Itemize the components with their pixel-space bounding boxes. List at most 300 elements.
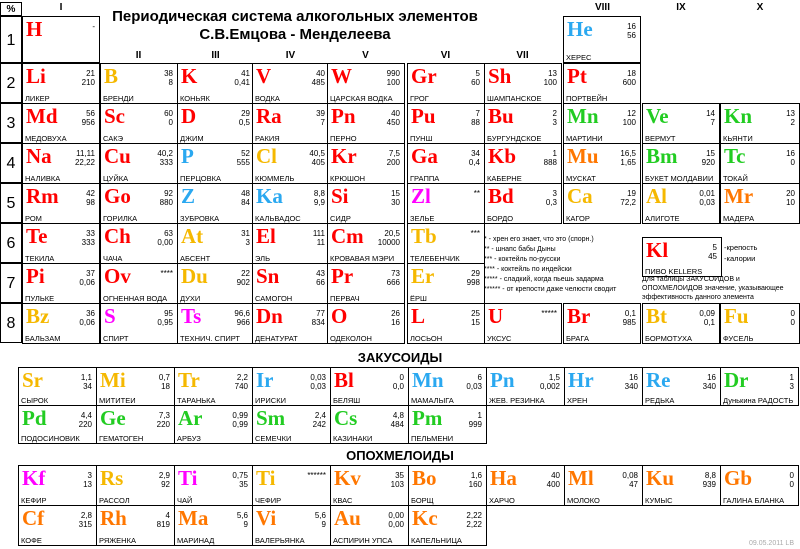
element-pt	[563, 63, 641, 104]
element-name: КЬЯНТИ	[723, 134, 753, 143]
element-value-2: 340	[624, 382, 638, 391]
element-name: КАГОР	[566, 214, 590, 223]
element-name: ПУЛЬКЕ	[25, 294, 55, 303]
element-value-2: 0,99	[232, 420, 248, 429]
element-value-2: 72,2	[620, 198, 636, 207]
title-line-2: С.В.Емцова - Менделеева	[199, 26, 391, 43]
element-value-1: 77	[316, 309, 325, 318]
element-value-1: 2,4	[314, 411, 326, 420]
element-value-1: 2,22	[466, 511, 482, 520]
element-symbol: Al	[646, 184, 667, 208]
element-o	[327, 303, 405, 344]
zakusoid-hr	[564, 367, 643, 406]
element-value-1: 41	[241, 69, 250, 78]
element-value-2: 15	[471, 318, 480, 327]
element-symbol: Kb	[488, 144, 517, 168]
element-value-2: 0,03	[466, 382, 482, 391]
element-value-1: ****	[160, 269, 173, 278]
element-name: КЮММЕЛЬ	[255, 174, 295, 183]
group-label-v: V	[362, 50, 369, 61]
element-value-1: 22	[241, 269, 250, 278]
element-symbol: Er	[411, 264, 435, 288]
element-symbol: Ts	[181, 304, 202, 328]
element-value-2: 555	[236, 158, 250, 167]
group-label-iii: III	[211, 50, 220, 61]
opohmeloid-au	[330, 505, 409, 546]
element-symbol: Ov	[104, 264, 131, 288]
element-value-2: 0,00	[388, 520, 404, 529]
period-label-8: 8	[0, 303, 22, 343]
element-name: ЧЕФИР	[255, 496, 282, 505]
element-name: ПИВО KELLERS	[645, 267, 703, 276]
element-rm	[22, 183, 100, 224]
kl-label-calories: -калории	[724, 254, 756, 263]
period-label-7: 7	[0, 263, 22, 303]
element-value-1: 4,8	[392, 411, 404, 420]
element-value-1: 3	[552, 189, 557, 198]
opohmeloid-ti	[252, 465, 331, 506]
element-value-1: 60	[164, 109, 173, 118]
element-symbol: H	[26, 17, 43, 41]
element-name: РОМ	[25, 214, 42, 223]
element-value-2: 888	[543, 158, 557, 167]
element-value-2: 13	[83, 480, 92, 489]
element-value-2: 999	[468, 420, 482, 429]
element-te	[22, 223, 100, 264]
element-name: МАМАЛЫГА	[411, 396, 454, 405]
element-symbol: Ca	[567, 184, 593, 208]
element-symbol: Tb	[411, 224, 437, 248]
element-name: ТЕЛЕБЕНЧИК	[410, 254, 460, 263]
element-si	[327, 183, 405, 224]
element-value-2: 45	[708, 252, 717, 261]
element-name: ХАРЧО	[489, 496, 515, 505]
element-z	[177, 183, 255, 224]
element-symbol: Mi	[100, 368, 126, 392]
footer-date: 09.05.2011 LB	[748, 540, 794, 547]
element-cl	[252, 143, 330, 184]
element-na	[22, 143, 100, 184]
element-symbol: Hr	[568, 368, 594, 392]
element-er	[407, 263, 485, 304]
element-name: МЕДОВУХА	[25, 134, 67, 143]
element-name: ПЕРНО	[330, 134, 357, 143]
element-name: БЕЛЯШ	[333, 396, 361, 405]
element-value-2: 200	[386, 158, 400, 167]
zakusoidy-title: ЗАКУСОИДЫ	[357, 350, 443, 365]
zakusoid-sr	[18, 367, 97, 406]
element-value-2: 0	[790, 318, 795, 327]
element-value-2: 220	[156, 420, 170, 429]
element-ka	[252, 183, 330, 224]
element-name: РЕДЬКА	[645, 396, 675, 405]
zakusoid-mi	[96, 367, 175, 406]
element-symbol: Gb	[724, 466, 753, 490]
element-symbol: Gr	[411, 64, 437, 88]
element-value-2: 485	[311, 78, 325, 87]
element-value-1: 56	[86, 109, 95, 118]
element-value-2: 2	[790, 118, 795, 127]
element-value-1: ***	[470, 229, 480, 238]
element-symbol: Go	[104, 184, 131, 208]
element-name: ГЕМАТОГЕН	[99, 434, 144, 443]
element-ca	[563, 183, 641, 224]
element-li	[22, 63, 100, 104]
element-value-1: 2,2	[236, 373, 248, 382]
element-value-1: 5	[475, 69, 480, 78]
element-value-1: 16,5	[620, 149, 636, 158]
element-b	[100, 63, 178, 104]
element-symbol: Ar	[178, 406, 203, 430]
element-tc	[720, 143, 800, 184]
element-value-1: 2,8	[80, 511, 92, 520]
element-value-1: 20	[786, 189, 795, 198]
element-bm	[642, 143, 720, 184]
element-value-2: 0,5	[238, 118, 250, 127]
element-symbol: El	[256, 224, 276, 248]
element-symbol: Pm	[412, 406, 443, 430]
element-value-2: 400	[546, 480, 560, 489]
element-value-1: 40,5	[309, 149, 325, 158]
period-label-2: 2	[0, 63, 22, 103]
element-value-2: 0,0	[392, 382, 404, 391]
element-value-1: 0	[789, 471, 794, 480]
element-value-1: 40,2	[157, 149, 173, 158]
element-name: ДУХИ	[180, 294, 201, 303]
element-symbol: Ti	[178, 466, 198, 490]
element-value-1: 40	[391, 109, 400, 118]
opohmeloid-kf	[18, 465, 97, 506]
element-symbol: Ve	[646, 104, 669, 128]
element-value-2: 7	[710, 118, 715, 127]
element-dn	[252, 303, 330, 344]
element-symbol: Bd	[488, 184, 514, 208]
element-value-1: 1	[552, 149, 557, 158]
element-symbol: Sm	[256, 406, 286, 430]
opohmeloidy-title: ОПОХМЕЛОИДЫ	[346, 448, 454, 463]
element-name: БРАГА	[566, 334, 589, 343]
element-bz	[22, 303, 100, 344]
element-name: КАПЕЛЬНИЦА	[411, 536, 462, 545]
element-value-1: 63	[164, 229, 173, 238]
element-symbol: Pr	[331, 264, 354, 288]
element-value-1: 20,5	[384, 229, 400, 238]
group-label-viii: VIII	[594, 2, 610, 13]
element-name: УКСУС	[487, 334, 512, 343]
element-value-2: 10000	[377, 238, 400, 247]
element-symbol: Dn	[256, 304, 283, 328]
group-label-ix: IX	[676, 2, 686, 13]
element-symbol: Ku	[646, 466, 675, 490]
element-value-2: 9	[321, 520, 326, 529]
element-symbol: Sn	[256, 264, 280, 288]
element-value-2: 333	[81, 238, 95, 247]
element-kr	[327, 143, 405, 184]
element-symbol: Bl	[334, 368, 354, 392]
element-br	[563, 303, 641, 344]
opohmeloid-cf	[18, 505, 97, 546]
element-name: ЗУБРОВКА	[180, 214, 220, 223]
element-name: ГОРИЛКА	[103, 214, 138, 223]
element-value-2: 2,22	[466, 520, 482, 529]
element-cu	[100, 143, 178, 184]
element-name: ГАЛИНА БЛАНКА	[723, 496, 785, 505]
element-kn	[720, 103, 800, 144]
element-value-2: 985	[622, 318, 636, 327]
element-symbol: Bo	[412, 466, 437, 490]
element-mn	[563, 103, 641, 144]
element-value-2: 34	[83, 382, 92, 391]
element-name: ЦУЙКА	[103, 174, 129, 183]
element-name: ТАРАНЬКА	[177, 396, 216, 405]
element-value-1: 5	[712, 243, 717, 252]
element-value-1: 1	[789, 373, 794, 382]
element-ch	[100, 223, 178, 264]
element-value-1: 0,1	[624, 309, 636, 318]
group-label-iv: IV	[285, 50, 296, 61]
element-name: БУКЕТ МОЛДАВИИ	[645, 174, 714, 183]
element-symbol: Fu	[724, 304, 749, 328]
element-ve	[642, 103, 720, 144]
element-symbol: Te	[26, 224, 48, 248]
element-md	[22, 103, 100, 144]
element-symbol: Kf	[22, 466, 46, 490]
element-symbol: B	[104, 64, 119, 88]
element-ov	[100, 263, 178, 304]
element-value-2: 35	[239, 480, 248, 489]
element-value-2: 0,95	[157, 318, 173, 327]
element-value-2: 340	[702, 382, 716, 391]
element-value-1: 14	[706, 109, 715, 118]
element-value-1: 0,01	[699, 189, 715, 198]
element-value-1: 1,6	[470, 471, 482, 480]
opohmeloid-bo	[408, 465, 487, 506]
element-name: ПОРТВЕЙН	[566, 94, 608, 103]
element-name: МУСКАТ	[566, 174, 596, 183]
element-kl	[642, 237, 722, 277]
element-fu	[720, 303, 800, 344]
element-value-2: 484	[390, 420, 404, 429]
element-name: ГРОГ	[410, 94, 429, 103]
element-symbol: Zl	[411, 184, 431, 208]
element-symbol: Ti	[256, 466, 276, 490]
element-zl	[407, 183, 485, 224]
element-value-2: 819	[156, 520, 170, 529]
element-name: КОНЬЯК	[180, 94, 210, 103]
opohmeloid-ti	[174, 465, 253, 506]
element-k	[177, 63, 255, 104]
element-value-2: 880	[159, 198, 173, 207]
element-pn	[327, 103, 405, 144]
element-value-1: 990	[386, 69, 400, 78]
element-name: КАБЕРНЕ	[487, 174, 522, 183]
element-value-1: 1,1	[80, 373, 92, 382]
element-go	[100, 183, 178, 224]
element-value-1: 0,03	[310, 373, 326, 382]
element-value-2: 60	[471, 78, 480, 87]
element-value-2: 98	[86, 198, 95, 207]
element-value-2: 160	[468, 480, 482, 489]
element-value-1: 34	[471, 149, 480, 158]
element-name: БОРМОТУХА	[645, 334, 693, 343]
element-value-2: 88	[471, 118, 480, 127]
element-value-2: 0,06	[79, 318, 95, 327]
opohmeloid-kv	[330, 465, 409, 506]
element-value-1: ******	[307, 471, 326, 480]
element-symbol: V	[256, 64, 272, 88]
opohmeloid-ku	[642, 465, 721, 506]
group-label-vii: VII	[516, 50, 529, 61]
element-name: ШАМПАНСКОЕ	[487, 94, 542, 103]
element-value-1: 43	[316, 269, 325, 278]
element-value-1: 40	[316, 69, 325, 78]
element-symbol: Mn	[412, 368, 444, 392]
element-symbol: Sc	[104, 104, 125, 128]
element-ra	[252, 103, 330, 144]
element-value-2: 0	[790, 158, 795, 167]
element-symbol: Ka	[256, 184, 283, 208]
element-value-2: 0,03	[699, 198, 715, 207]
element-value-1: 0	[790, 309, 795, 318]
element-value-1: 33	[86, 229, 95, 238]
element-name: БРЕНДИ	[103, 94, 134, 103]
element-name: СИДР	[330, 214, 351, 223]
zakusoid-re	[642, 367, 721, 406]
group-label-vi: VI	[440, 50, 451, 61]
element-value-1: 18	[627, 69, 636, 78]
element-name: СЕМЕЧКИ	[255, 434, 292, 443]
element-value-2: 0,03	[310, 382, 326, 391]
opohmeloid-kc	[408, 505, 487, 546]
element-value-1: 7	[475, 109, 480, 118]
element-pi	[22, 263, 100, 304]
element-value-2: 1,65	[620, 158, 636, 167]
element-name: ХЕРЕС	[566, 53, 592, 62]
element-symbol: Cs	[334, 406, 358, 430]
element-name: КУМЫС	[645, 496, 673, 505]
element-value-1: 37	[86, 269, 95, 278]
opohmeloid-ml	[564, 465, 643, 506]
element-name: СПИРТ	[103, 334, 129, 343]
element-symbol: Ga	[411, 144, 438, 168]
element-value-1: 35	[395, 471, 404, 480]
element-value-2: 18	[161, 382, 170, 391]
corner-cell: %	[0, 2, 22, 16]
element-symbol: Vi	[256, 506, 277, 530]
element-value-1: 52	[241, 149, 250, 158]
period-label-4: 4	[0, 143, 22, 183]
element-name: КВАС	[333, 496, 353, 505]
zakusoid-pd	[18, 405, 97, 444]
element-name: ЖЕВ. РЕЗИНКА	[489, 396, 545, 405]
element-name: КАЗИНАКИ	[333, 434, 373, 443]
element-symbol: Ra	[256, 104, 282, 128]
element-value-1: 5,6	[236, 511, 248, 520]
element-value-2: 30	[391, 198, 400, 207]
element-value-1: 15	[391, 189, 400, 198]
element-name: Дунькина РАДОСТЬ	[723, 396, 794, 405]
zakusoid-bl	[330, 367, 409, 406]
element-symbol: Pi	[26, 264, 45, 288]
zakusoid-pn	[486, 367, 565, 406]
element-value-2: 66	[316, 278, 325, 287]
element-name: РАССОЛ	[99, 496, 130, 505]
element-mu	[563, 143, 641, 184]
footnotes	[484, 235, 634, 295]
element-name: КРОВАВАЯ МЭРИ	[330, 254, 395, 263]
group-label-ii: II	[135, 50, 142, 61]
element-value-1: 0,09	[699, 309, 715, 318]
element-bu	[484, 103, 562, 144]
element-symbol: Sr	[22, 368, 43, 392]
element-value-2: 3	[552, 118, 557, 127]
element-name: ПУНШ	[410, 134, 433, 143]
element-symbol: Bu	[488, 104, 514, 128]
element-value-2: 405	[311, 158, 325, 167]
footnote-3: *** - коктейль по-русски	[484, 256, 561, 263]
element-symbol: Pn	[331, 104, 356, 128]
element-name: ВАЛЕРЬЯНКА	[255, 536, 305, 545]
element-symbol: He	[567, 17, 593, 41]
element-symbol: Pd	[22, 406, 47, 430]
title-line-1: Периодическая система алкогольных элементов	[112, 8, 478, 25]
element-value-1: 13	[786, 109, 795, 118]
element-name: АБСЕНТ	[180, 254, 211, 263]
element-name: ВОДКА	[255, 94, 280, 103]
element-sc	[100, 103, 178, 144]
element-el	[252, 223, 330, 264]
element-name: НАЛИВКА	[25, 174, 61, 183]
element-value-1: 36	[86, 309, 95, 318]
opohmeloid-ha	[486, 465, 565, 506]
element-s	[100, 303, 178, 344]
opohmeloid-gb	[720, 465, 799, 506]
element-symbol: K	[181, 64, 198, 88]
zakusoid-sm	[252, 405, 331, 444]
opohmeloid-vi	[252, 505, 331, 546]
element-name: ЧАЙ	[177, 496, 193, 505]
element-value-2: 100	[386, 78, 400, 87]
element-value-1: 2	[552, 109, 557, 118]
element-value-1: 0,00	[388, 511, 404, 520]
element-name: КРЮШОН	[330, 174, 366, 183]
element-name: МАДЕРА	[723, 214, 755, 223]
element-name: БОРДО	[487, 214, 514, 223]
element-name: РЯЖЕНКА	[99, 536, 136, 545]
element-symbol: Du	[181, 264, 208, 288]
element-ts	[177, 303, 255, 344]
element-value-1: 19	[627, 189, 636, 198]
element-symbol: Cl	[256, 144, 277, 168]
element-name: ЧАЧА	[103, 254, 123, 263]
element-pu	[407, 103, 485, 144]
element-symbol: Sh	[488, 64, 512, 88]
element-value-1: 48	[241, 189, 250, 198]
element-value-2: 220	[78, 420, 92, 429]
element-value-1: 16	[629, 373, 638, 382]
element-value-2: 0	[789, 480, 794, 489]
element-symbol: Pn	[490, 368, 515, 392]
element-value-2: 92	[161, 480, 170, 489]
element-name: АРБУЗ	[177, 434, 201, 443]
element-symbol: P	[181, 144, 194, 168]
element-symbol: O	[331, 304, 348, 328]
element-value-2: 920	[701, 158, 715, 167]
element-tb	[407, 223, 485, 264]
element-name: ДЕНАТУРАТ	[255, 334, 298, 343]
element-value-1: 26	[391, 309, 400, 318]
element-symbol: Si	[331, 184, 349, 208]
